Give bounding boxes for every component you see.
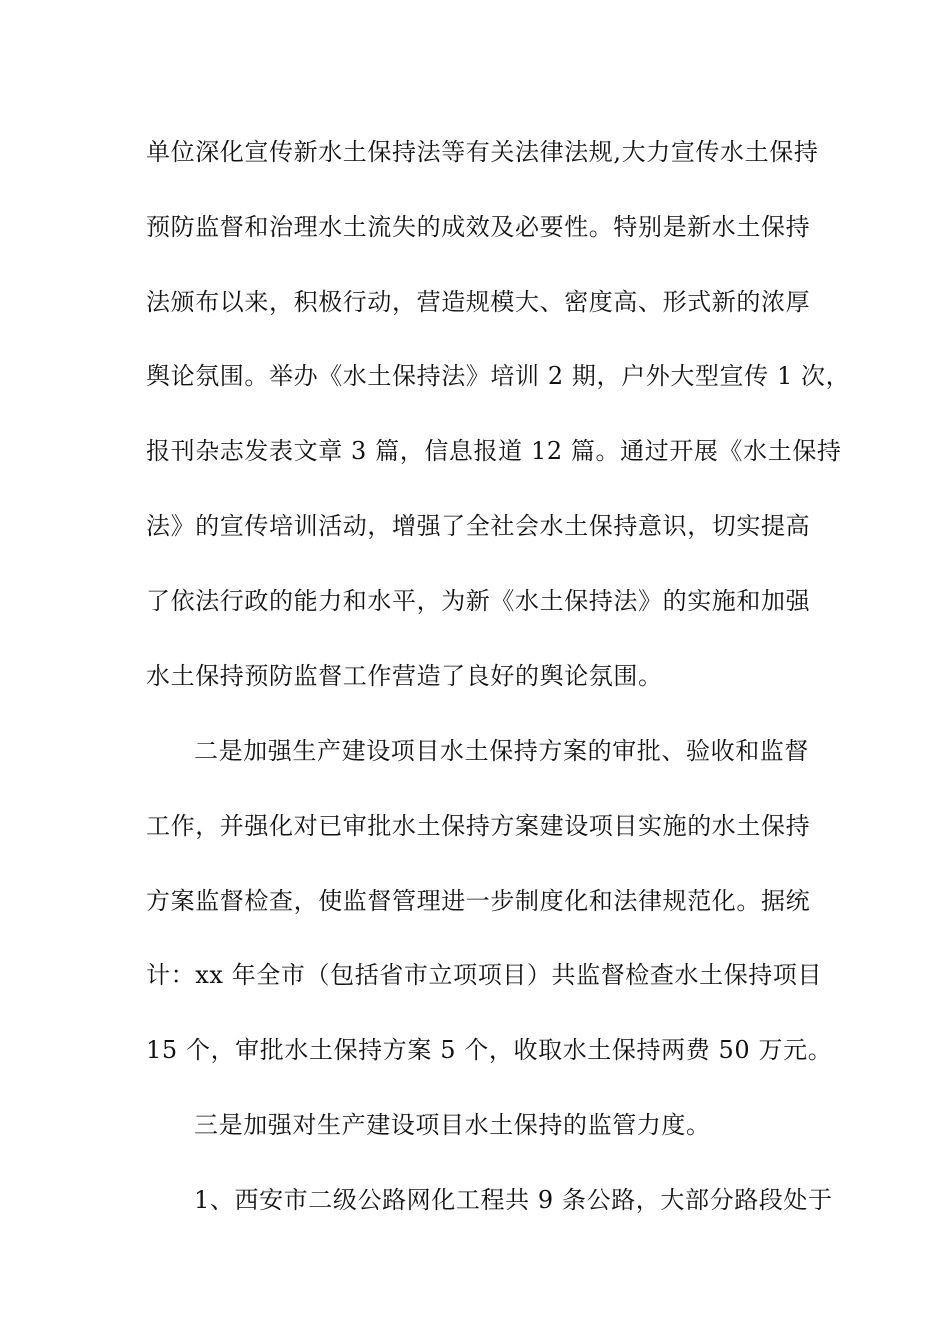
paragraph-line: 预防监督和治理水土流失的成效及必要性。特别是新水土保持 — [146, 213, 811, 241]
paragraph-line: 三是加强对生产建设项目水土保持的监管力度。 — [194, 1111, 711, 1139]
paragraph-line: 单位深化宣传新水土保持法等有关法律法规,大力宣传水土保持 — [146, 138, 819, 166]
paragraph-line: 报刊杂志发表文章 3 篇，信息报道 12 篇。通过开展《水土保持 — [146, 437, 842, 465]
paragraph-line: 水土保持预防监督工作营造了良好的舆论氛围。 — [146, 662, 663, 690]
paragraph-line: 工作，并强化对已审批水土保持方案建设项目实施的水土保持 — [146, 812, 811, 840]
paragraph-line: 法颁布以来，积极行动，营造规模大、密度高、形式新的浓厚 — [146, 288, 811, 316]
paragraph-line: 法》的宣传培训活动，增强了全社会水土保持意识，切实提高 — [146, 512, 811, 540]
paragraph-line: 了依法行政的能力和水平，为新《水土保持法》的实施和加强 — [146, 587, 811, 615]
paragraph-line: 1、西安市二级公路网化工程共 9 条公路，大部分路段处于 — [194, 1186, 833, 1214]
paragraph-line: 计：xx 年全市（包括省市立项项目）共监督检查水土保持项目 — [146, 961, 823, 989]
paragraph-line: 舆论氛围。举办《水土保持法》培训 2 期，户外大型宣传 1 次， — [146, 362, 851, 390]
paragraph-line: 二是加强生产建设项目水土保持方案的审批、验收和监督 — [194, 737, 809, 765]
paragraph-line: 15 个，审批水土保持方案 5 个，收取水土保持两费 50 万元。 — [146, 1036, 833, 1064]
paragraph-line: 方案监督检查，使监督管理进一步制度化和法律规范化。据统 — [146, 887, 811, 915]
